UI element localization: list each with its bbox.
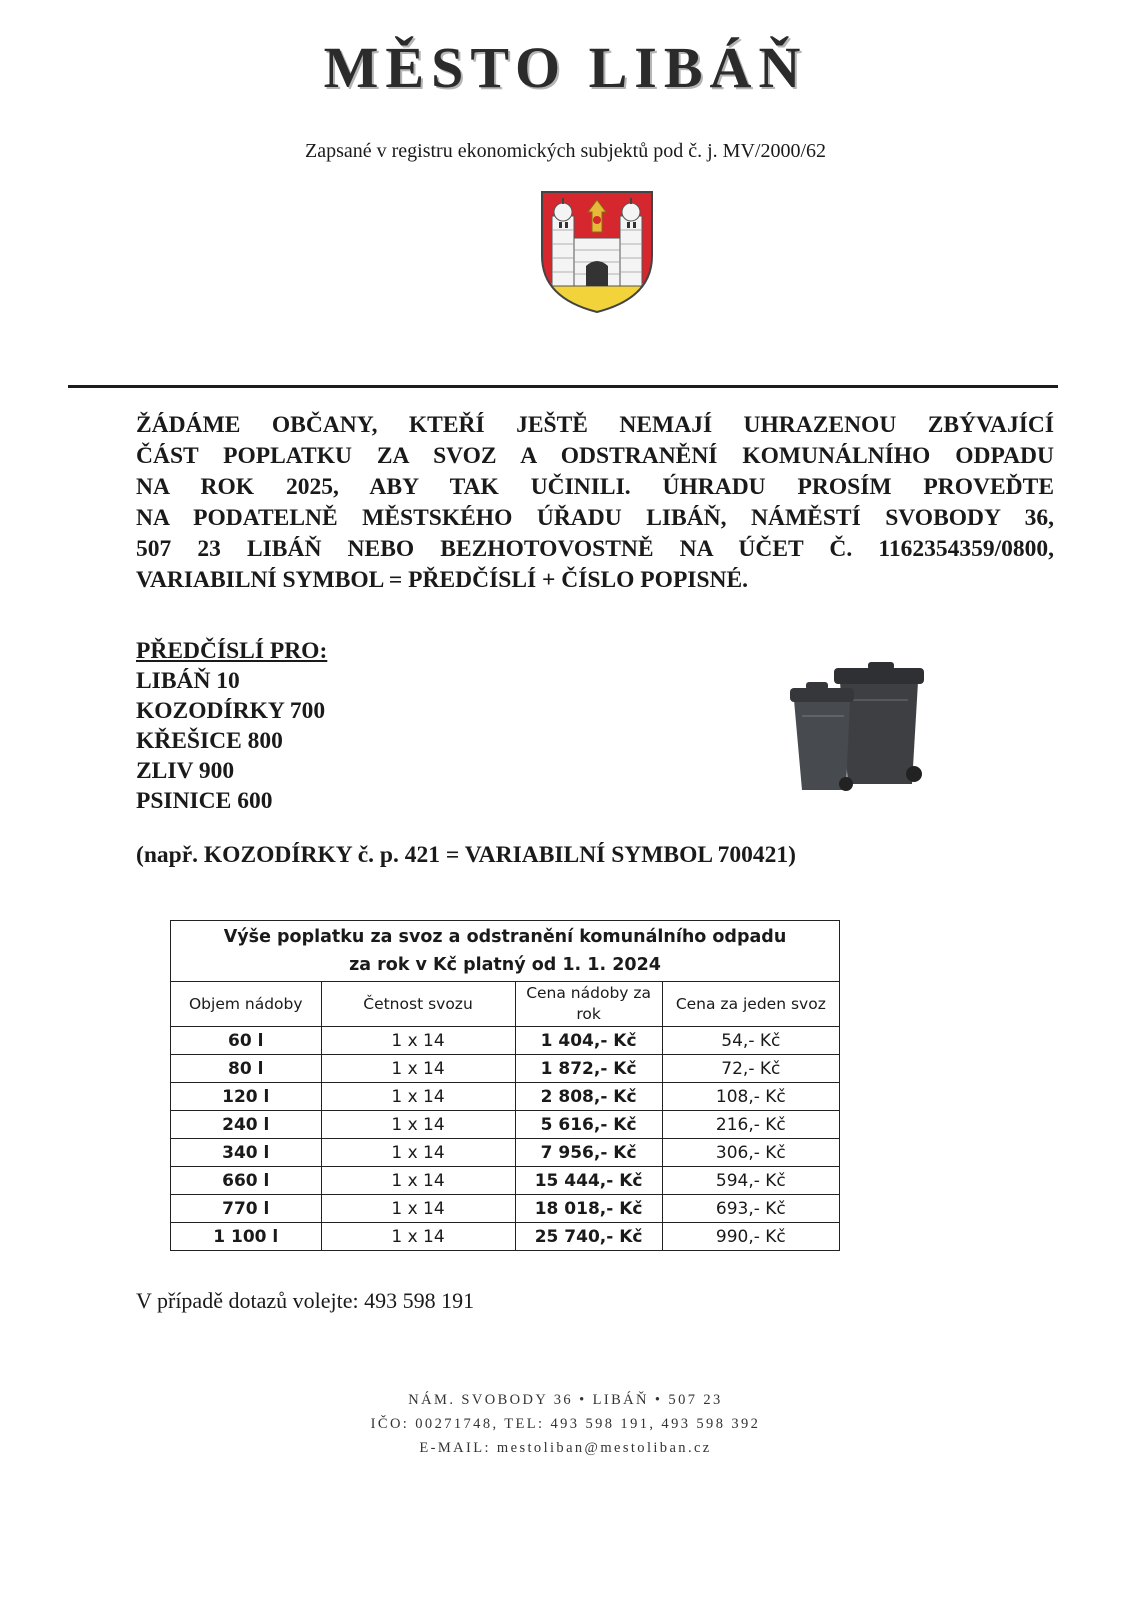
town-title: MĚSTO LIBÁŇ xyxy=(323,35,808,100)
column-header-frequency: Četnost svozu xyxy=(321,982,515,1027)
table-row xyxy=(171,1055,840,1083)
notice-line: VARIABILNÍ SYMBOL = PŘEDČÍSLÍ + ČÍSLO POPISNÉ. xyxy=(136,567,749,593)
cell-volume: 240 l xyxy=(171,1111,322,1139)
prefix-item: PSINICE 600 xyxy=(136,788,273,814)
cell-frequency: 1 x 14 xyxy=(321,1055,515,1083)
cell-volume: 770 l xyxy=(171,1195,322,1223)
cell-frequency: 1 x 14 xyxy=(321,1223,515,1251)
cell-frequency: 1 x 14 xyxy=(321,1083,515,1111)
cell-yearly-price: 7 956,- Kč xyxy=(515,1139,662,1167)
prefix-list xyxy=(136,636,327,816)
column-header-per-pickup: Cena za jeden svoz xyxy=(662,982,839,1027)
cell-per-pickup: 306,- Kč xyxy=(662,1139,839,1167)
footer-email: E-MAIL: mestoliban@mestoliban.cz xyxy=(419,1440,712,1456)
table-row xyxy=(171,1223,840,1251)
contact-phone: V případě dotazů volejte: 493 598 191 xyxy=(136,1288,475,1313)
cell-yearly-price: 2 808,- Kč xyxy=(515,1083,662,1111)
cell-volume: 80 l xyxy=(171,1055,322,1083)
cell-frequency: 1 x 14 xyxy=(321,1139,515,1167)
notice-line: 507 23 LIBÁŇ NEBO BEZHOTOVOSTNĚ NA ÚČET Č. 1162354359/0800, xyxy=(136,536,1054,562)
column-header-volume: Objem nádoby xyxy=(171,982,322,1027)
cell-yearly-price: 5 616,- Kč xyxy=(515,1111,662,1139)
prefix-item: LIBÁŇ 10 xyxy=(136,668,240,694)
cell-per-pickup: 594,- Kč xyxy=(662,1167,839,1195)
table-row xyxy=(171,1111,840,1139)
variable-symbol-example: (např. KOZODÍRKY č. p. 421 = VARIABILNÍ SYMBOL 700421) xyxy=(136,842,796,868)
cell-frequency: 1 x 14 xyxy=(321,1111,515,1139)
town-coat-of-arms-icon xyxy=(538,186,656,314)
notice-line: NA ROK 2025, ABY TAK UČINILI. ÚHRADU PROSÍM PROVEĎTE xyxy=(136,474,1054,500)
cell-per-pickup: 72,- Kč xyxy=(662,1055,839,1083)
footer xyxy=(0,1388,1131,1460)
cell-per-pickup: 693,- Kč xyxy=(662,1195,839,1223)
cell-volume: 660 l xyxy=(171,1167,322,1195)
table-row xyxy=(171,1139,840,1167)
cell-frequency: 1 x 14 xyxy=(321,1027,515,1055)
cell-per-pickup: 216,- Kč xyxy=(662,1111,839,1139)
prefix-item: ZLIV 900 xyxy=(136,758,235,784)
notice-line: NA PODATELNĚ MĚSTSKÉHO ÚŘADU LIBÁŇ, NÁMĚSTÍ SVOBODY 36, xyxy=(136,505,1054,531)
fee-table-caption-line: za rok v Kč platný od 1. 1. 2024 xyxy=(349,955,661,975)
cell-yearly-price: 15 444,- Kč xyxy=(515,1167,662,1195)
cell-yearly-price: 18 018,- Kč xyxy=(515,1195,662,1223)
prefix-item: KŘEŠICE 800 xyxy=(136,728,283,754)
cell-yearly-price: 25 740,- Kč xyxy=(515,1223,662,1251)
table-row xyxy=(171,1027,840,1055)
payment-notice xyxy=(136,410,1054,596)
prefix-item: KOZODÍRKY 700 xyxy=(136,698,326,724)
cell-volume: 340 l xyxy=(171,1139,322,1167)
fee-table xyxy=(170,920,840,1251)
table-row xyxy=(171,1195,840,1223)
waste-bins-icon xyxy=(790,660,940,802)
cell-per-pickup: 54,- Kč xyxy=(662,1027,839,1055)
cell-frequency: 1 x 14 xyxy=(321,1195,515,1223)
cell-volume: 1 100 l xyxy=(171,1223,322,1251)
fee-table-caption-line: Výše poplatku za svoz a odstranění komunálního odpadu xyxy=(223,927,787,947)
cell-yearly-price: 1 404,- Kč xyxy=(515,1027,662,1055)
fee-table-caption xyxy=(171,921,840,982)
cell-volume: 60 l xyxy=(171,1027,322,1055)
footer-ids: IČO: 00271748, TEL: 493 598 191, 493 598 392 xyxy=(370,1416,761,1432)
cell-per-pickup: 990,- Kč xyxy=(662,1223,839,1251)
table-row xyxy=(171,1083,840,1111)
column-header-yearly-price: Cena nádoby za rok xyxy=(515,982,662,1027)
notice-line: ČÁST POPLATKU ZA SVOZ A ODSTRANĚNÍ KOMUNÁLNÍHO ODPADU xyxy=(136,443,1054,469)
cell-volume: 120 l xyxy=(171,1083,322,1111)
table-row xyxy=(171,1167,840,1195)
header-divider xyxy=(68,385,1058,388)
cell-frequency: 1 x 14 xyxy=(321,1167,515,1195)
cell-yearly-price: 1 872,- Kč xyxy=(515,1055,662,1083)
notice-line: ŽÁDÁME OBČANY, KTEŘÍ JEŠTĚ NEMAJÍ UHRAZENOU ZBÝVAJÍCÍ xyxy=(136,412,1054,438)
cell-per-pickup: 108,- Kč xyxy=(662,1083,839,1111)
prefix-heading: PŘEDČÍSLÍ PRO: xyxy=(136,638,328,664)
registry-note: Zapsané v registru ekonomických subjektů pod č. j. MV/2000/62 xyxy=(304,140,826,162)
footer-address: NÁM. SVOBODY 36 • LIBÁŇ • 507 23 xyxy=(408,1392,723,1408)
